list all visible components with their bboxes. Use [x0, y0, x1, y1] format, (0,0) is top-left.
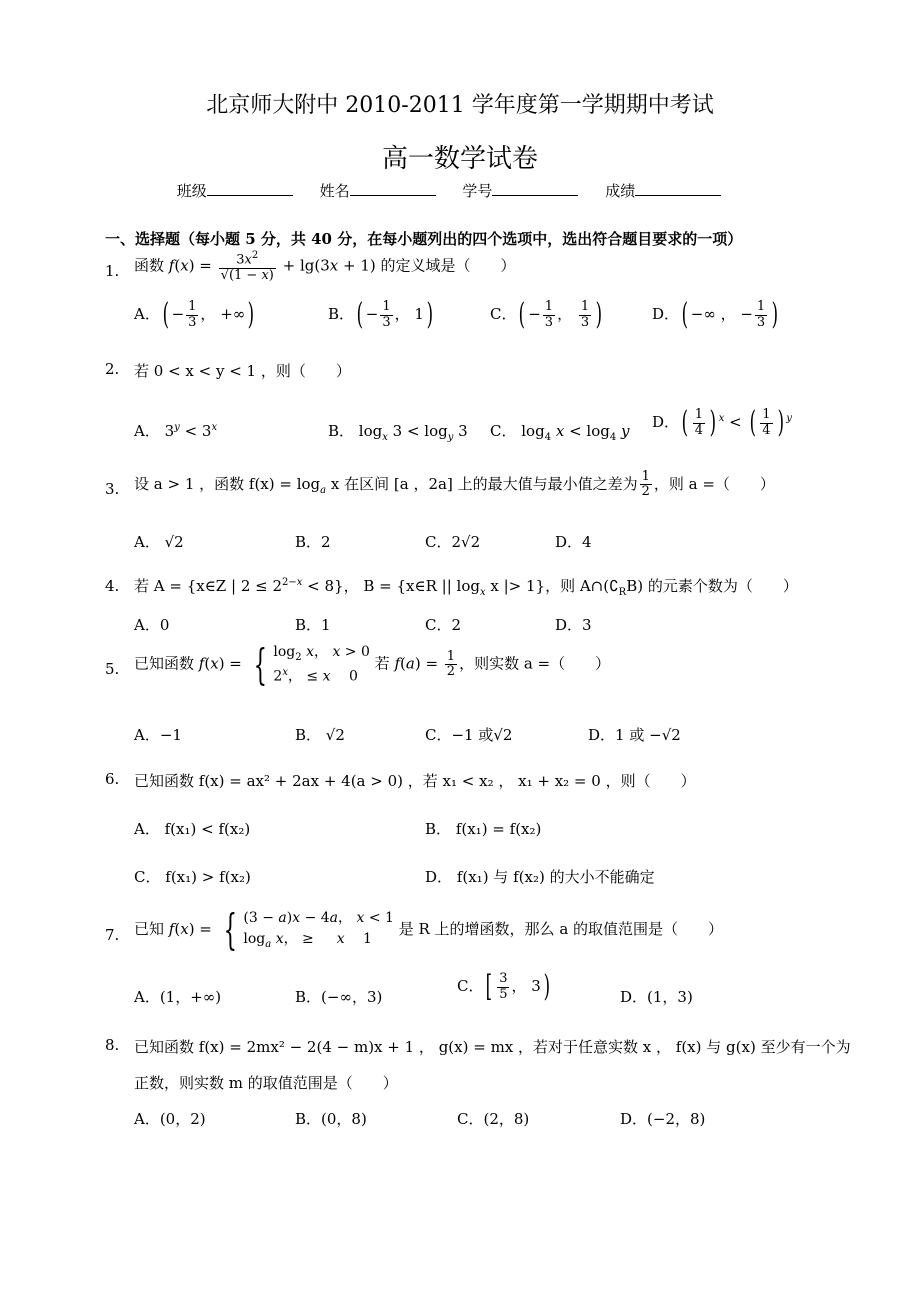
q8-number: 8.: [105, 1036, 120, 1054]
q2-number: 2.: [105, 360, 120, 378]
q4-option-b[interactable]: B．1: [295, 616, 331, 634]
exam-subtitle: 高一数学试卷: [381, 144, 538, 174]
q3-option-c[interactable]: C．2√2: [425, 533, 481, 551]
q3-option-b[interactable]: B．2: [295, 533, 331, 551]
q2-option-b[interactable]: B． $\log_x 3 < \log_y 3$: [328, 422, 468, 443]
q8-stem-line1: 已知函数 f(x) = 2mx² − 2(4 − m)x + 1 ， g(x) = mx ，若对于任意实数 x ， f(x) 与 g(x) 至少有一个为: [134, 1038, 851, 1056]
q3-stem: 设 a > 1 ，函数 $f(x) = \log_a x$ 在区间 [a ，2a] 上的最大值与最小值之差为 $\frac{1}{2}$ ，则 a =（ ）: [134, 469, 775, 500]
q3-option-a[interactable]: A． √2: [134, 533, 184, 551]
q5-stem: 已知函数 f(x) = { $\log_2 x$， x > 0 2$^x$， ≤ x 0 若 f(a) = $\frac{1}{2}$ ，则实数 a =（ ）: [134, 639, 611, 689]
exam-title: 北京师大附中 2010-2011 学年度第一学期期中考试: [206, 93, 714, 118]
q6-option-a[interactable]: A． f(x₁) < f(x₂): [134, 820, 251, 838]
field-score-label: 成绩: [605, 182, 636, 200]
q6-option-b[interactable]: B． f(x₁) = f(x₂): [425, 820, 542, 838]
q5-number: 5.: [105, 660, 120, 678]
q6-option-d[interactable]: D． f(x₁) 与 f(x₂) 的大小不能确定: [425, 868, 655, 886]
q2-option-c[interactable]: C． $\log_4 x < \log_4 y$: [490, 422, 630, 443]
q2-option-d[interactable]: D．( $\frac{1}{4}$ ) $^x$ < ( $\frac{1}{4}$ ) $^y$: [652, 405, 792, 440]
q5-option-c[interactable]: C．−1 或√2: [425, 726, 513, 744]
field-id-blank[interactable]: [492, 181, 578, 196]
field-class-blank[interactable]: [207, 181, 293, 196]
q6-option-c[interactable]: C． f(x₁) > f(x₂): [134, 868, 251, 886]
q1-option-a[interactable]: A．( − $\frac{1}{3}$ ， +∞): [134, 297, 255, 332]
q7-option-c[interactable]: C．[ $\frac{3}{5}$ ， 3): [457, 969, 550, 1004]
q8-option-b[interactable]: B．(0，8): [295, 1110, 367, 1128]
q3-number: 3.: [105, 480, 120, 498]
q5-option-a[interactable]: A．−1: [134, 726, 182, 744]
q4-number: 4.: [105, 577, 120, 595]
student-info-line: [0, 180, 920, 201]
q7-option-b[interactable]: B．(−∞，3): [295, 988, 383, 1006]
field-id-label: 学号: [462, 182, 493, 200]
q1-stem: 函数 f(x) = $\frac{3x^2}{√(1 - x)}$ + lg(3x + 1) 的定义域是（ ）: [134, 250, 516, 283]
q2-stem: 若 0 < x < y < 1 ，则（ ）: [134, 362, 351, 380]
q8-stem-line2: 正数，则实数 m 的取值范围是（ ）: [134, 1074, 398, 1092]
field-score-blank[interactable]: [635, 181, 721, 196]
field-class-label: 班级: [176, 182, 207, 200]
q7-option-a[interactable]: A．(1，+∞): [134, 988, 222, 1006]
q4-option-d[interactable]: D．3: [555, 616, 592, 634]
q1-option-b[interactable]: B．( − $\frac{1}{3}$ ， 1): [328, 297, 434, 332]
q1-number: 1.: [105, 262, 120, 280]
q4-option-c[interactable]: C．2: [425, 616, 462, 634]
q5-option-d[interactable]: D．1 或 −√2: [588, 726, 681, 744]
section-heading: 一、选择题（每小题 5 分，共 40 分，在每小题列出的四个选项中，选出符合题目要求的一项）: [105, 230, 743, 248]
q7-stem: 已知 f(x) = { (3 − a)x − 4a， x < 1 $\log_a x$， ≥ x 1 是 R 上的增函数，那么 a 的取值范围是（ ）: [134, 904, 724, 954]
q1-option-d[interactable]: D．( −∞ ， − $\frac{1}{3}$ ): [652, 297, 779, 332]
q5-option-b[interactable]: B． √2: [295, 726, 345, 744]
field-name-blank[interactable]: [350, 181, 436, 196]
q2-option-a[interactable]: A． $3^y < 3^x$: [134, 422, 218, 440]
q4-option-a[interactable]: A．0: [134, 616, 170, 634]
q8-option-a[interactable]: A．(0，2): [134, 1110, 206, 1128]
q4-stem: 若 A = {x∈Z | $2 \le 2^{2-x} < 8$}， B = {x∈R || $\log_x x$ |> 1}，则 $A\cap(∁_RB)$ 的元素个数为（ ）: [134, 577, 798, 598]
q7-number: 7.: [105, 926, 120, 944]
q6-stem: 已知函数 f(x) = ax² + 2ax + 4(a > 0) ，若 x₁ < x₂ ， x₁ + x₂ = 0 ，则（ ）: [134, 772, 696, 790]
field-name-label: 姓名: [319, 182, 350, 200]
q3-option-d[interactable]: D．4: [555, 533, 592, 551]
q8-option-c[interactable]: C．(2，8): [457, 1110, 530, 1128]
q7-option-d[interactable]: D．(1，3): [620, 988, 693, 1006]
q8-option-d[interactable]: D．(−2，8): [620, 1110, 706, 1128]
q1-option-c[interactable]: C．( − $\frac{1}{3}$ ， $\frac{1}{3}$ ): [490, 297, 603, 332]
q6-number: 6.: [105, 770, 120, 788]
